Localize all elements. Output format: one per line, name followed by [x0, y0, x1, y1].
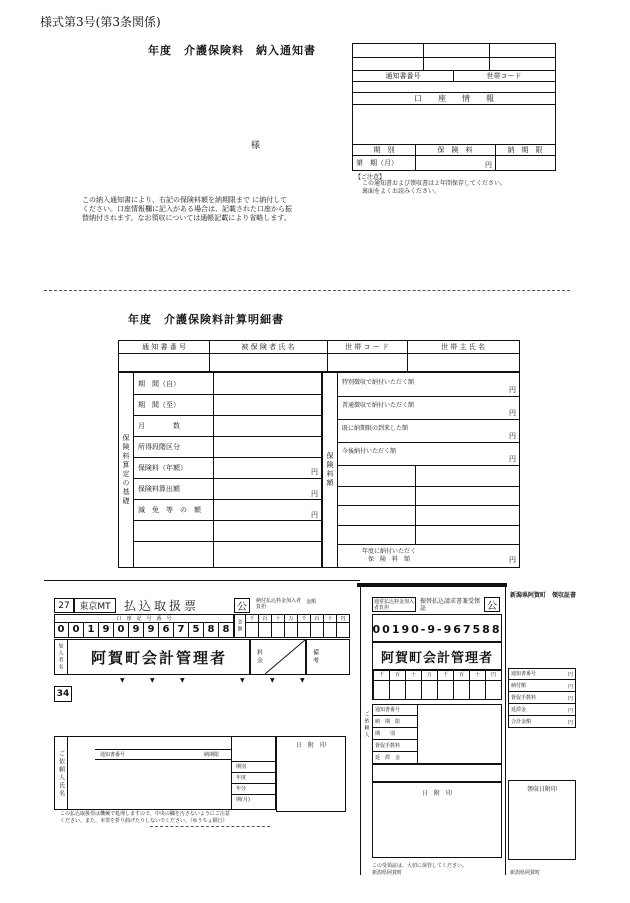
deadline-label: 納 期 限 — [507, 145, 543, 154]
receipt-payee: 阿賀町会計管理者 — [380, 650, 493, 666]
yearly-yen: 円 — [509, 556, 516, 564]
slip-branch: 東京MT — [79, 602, 111, 612]
slip-date-stamp: 日 附 印 — [295, 741, 326, 749]
slip-payer-box — [54, 736, 276, 810]
slip-account-digit: 7 — [174, 622, 189, 637]
stub-row-label: 納付額 — [508, 680, 576, 692]
stub-title: 新潟県阿賀町 領収証書 — [510, 592, 577, 599]
calc-row-0: 期 間（自） — [138, 380, 180, 388]
slip-digit-head: 十 — [323, 615, 336, 637]
slip-digit-head: 百 — [310, 615, 323, 637]
slip-account-label: 口 座 記 号 番 号 — [116, 616, 172, 622]
slip-payee-label: 加入者名 — [57, 643, 64, 671]
slip-account-digit: 0 — [69, 622, 84, 637]
receipt-row-label: 通知書番号 — [372, 704, 418, 716]
slip-remark-label: 備考 — [311, 649, 319, 665]
slip-small-label: 納付払込料金加入者負担 — [256, 598, 302, 610]
calc-row-5: 保険料算出額 — [138, 485, 180, 493]
receipt-stamp-box — [372, 782, 502, 858]
receipt-small-label: 通常払込料金加入者負担 — [374, 599, 415, 611]
calc-row-1: 期 間（至） — [138, 401, 180, 409]
notice-box — [352, 43, 556, 171]
stub-row-label: 延滞金 — [508, 704, 576, 716]
receipt-org: 新潟県阿賀町 — [372, 870, 403, 876]
slip-amount-label: 金額 — [236, 619, 243, 633]
slip-fee-box — [250, 639, 306, 675]
calc-row-4: 保険料（年額） — [138, 464, 187, 472]
premium-yen: 円 — [485, 160, 492, 169]
slip-account-digit: 9 — [129, 622, 144, 637]
notes-text: この通知書および領収書は２年間保存してください。 裏面をよくお読みください。 — [362, 180, 507, 195]
slip-deadline: 納期限 — [204, 751, 220, 758]
receipt-date-stamp: 日 附 印 — [421, 789, 452, 797]
slip-payee-box — [54, 639, 250, 675]
receipt-title: 振替払込請求書兼受領証 — [420, 598, 481, 612]
right-row-2: 既に納期限の到来した額 — [342, 424, 409, 432]
calc-title: 年度 介護保険料計算明細書 — [128, 313, 284, 326]
stub-row-yen: 円 — [567, 671, 573, 678]
right-row-1: 普通徴収で納付いただく額 — [342, 401, 415, 409]
receipt-row-label: 期 別 — [372, 728, 418, 740]
calc-row-3: 所得段階区分 — [138, 443, 180, 451]
calc-header-1: 被 保 険 者 氏 名 — [241, 343, 295, 351]
calc-row-4-yen: 円 — [311, 468, 318, 476]
receipt-footer: この受領証は、大切に保管してください。 — [372, 863, 468, 869]
right-row-2-yen: 円 — [509, 432, 516, 440]
slip-payee: 阿賀町会計管理者 — [90, 648, 227, 667]
slip-title: 払込取扱票 — [124, 599, 200, 613]
form-number: 様式第3号(第3条関係) — [40, 15, 161, 29]
slip-digit-head: 円 — [336, 615, 349, 637]
stub-row-yen: 円 — [567, 695, 573, 702]
slip-account-digit: 6 — [159, 622, 174, 637]
receipt-account-box — [372, 614, 502, 642]
stub-row-label: 督促手数料 — [508, 692, 576, 704]
notes-title: 【ご注意】 — [355, 174, 386, 181]
receipt-digit-head: 百 — [453, 671, 469, 699]
premium-label: 保 険 料 — [437, 145, 473, 154]
slip-footer: この払込取扱票は機械で処理しますので、中央の欄を汚さないようにご注意 ください。また、本票を折り曲げたりしないでください。（ゆうちょ銀行） — [60, 811, 230, 824]
stub-row-label: 合計金額 — [508, 716, 576, 728]
slip-account-digit: 8 — [219, 622, 234, 637]
slip-account-digit: 9 — [144, 622, 159, 637]
slip-account-digit: 8 — [204, 622, 219, 637]
slip-account-digit: 0 — [114, 622, 129, 637]
calc-table — [118, 340, 520, 568]
receipt-top-bar — [357, 583, 507, 587]
calc-header-0: 通 知 書 番 号 — [142, 343, 186, 351]
term-label: 第 期（月） — [356, 158, 398, 167]
receipt-digit-head: 十 — [469, 671, 485, 699]
calc-row-6-yen: 円 — [311, 511, 318, 519]
right-row-0-yen: 円 — [509, 386, 516, 394]
receipt-row-label: 督促手数料 — [372, 740, 418, 752]
slip-account-digit: 5 — [189, 622, 204, 637]
receipt-account: 00190-9-967588 — [373, 622, 501, 636]
slip-account-digit: 9 — [99, 622, 114, 637]
receipt-payer-label: ご依頼人 — [363, 711, 370, 739]
notice-body: この納入通知書により、右記の保険料額を納期限まで に納付して ください。口座情報欄に記入がある場合は、記載された口座から振 替納付されます。なお領収については通帳記載により省略します。 — [82, 196, 292, 222]
slip-digit-head: 百 — [258, 615, 271, 637]
calc-row-6: 減 免 等 の 額 — [138, 506, 201, 514]
receipt-digit-head: 千 — [437, 671, 453, 699]
notice-title: 年度 介護保険料 納入通知書 — [148, 44, 316, 57]
account-info-label: 口 座 情 報 — [414, 93, 494, 103]
receipt-row-label: 延 滞 金 — [372, 752, 418, 764]
honorific: 様 — [251, 141, 261, 151]
slip-public: 公 — [237, 602, 247, 613]
slip-year-part: 年分 — [236, 786, 247, 792]
stub-row-yen: 円 — [567, 683, 573, 690]
slip-mark: 金額 — [306, 599, 317, 605]
slip-digit-head: 千 — [297, 615, 310, 637]
right-row-1-yen: 円 — [509, 409, 516, 417]
slip-due: 期(月) — [236, 797, 250, 803]
right-row-3: 今後納付いただく額 — [342, 447, 397, 455]
calc-header-3: 世 帯 主 氏 名 — [441, 343, 485, 351]
receipt-digit-head: 百 — [389, 671, 405, 699]
slip-code: 27 — [58, 600, 70, 611]
slip-fee-label: 料金 — [255, 649, 263, 665]
slip-digit-head: 十 — [271, 615, 284, 637]
receipt-row-label: 納 期 限 — [372, 716, 418, 728]
receipt-digit-head: 千 — [373, 671, 389, 699]
receipt-public: 公 — [487, 601, 497, 612]
slip-account-digit: 0 — [54, 622, 69, 637]
receipt-payee-box — [372, 642, 502, 670]
right-row-3-yen: 円 — [509, 455, 516, 463]
period-label: 期 別 — [373, 145, 395, 154]
receipt-digit-head: 十 — [405, 671, 421, 699]
stub-stamp-label: 領収日附印 — [526, 785, 557, 793]
slip-notice-no: 通知書番号 — [100, 751, 126, 758]
cut-line — [44, 290, 570, 291]
page-number: 34 — [56, 689, 70, 699]
amount-label: 保険料額 — [326, 452, 334, 488]
household-code-label: 世帯コード — [486, 71, 522, 80]
stub-stamp-box — [508, 780, 576, 860]
calc-header-2: 世 帯 コ ー ド — [345, 343, 389, 351]
basis-label: 保険料算定の基礎 — [122, 434, 130, 506]
right-row-0: 特別徴収で納付いただく額 — [342, 378, 415, 386]
stub-row-label: 通知書番号 — [508, 668, 576, 680]
calc-row-5-yen: 円 — [311, 490, 318, 498]
slip-remark-box — [306, 639, 350, 675]
receipt-digit-head: 円 — [485, 671, 501, 699]
slip-account-digit: 1 — [84, 622, 99, 637]
calc-row-2: 月 数 — [138, 422, 180, 430]
yearly-label: 年度に納付いただく 保 険 料 額 — [361, 548, 416, 563]
slip-stamp-box — [276, 736, 346, 812]
receipt-digit-head: 万 — [421, 671, 437, 699]
notice-no-label: 通知書番号 — [385, 71, 421, 80]
slip-year: 年度 — [236, 775, 247, 781]
stub-row-yen: 円 — [567, 719, 573, 726]
slip-period: 期別 — [236, 764, 247, 770]
slip-digit-head: 万 — [284, 615, 297, 637]
stub-row-yen: 円 — [567, 707, 573, 714]
slip-payer-label: ご依頼人氏名 — [57, 750, 65, 798]
slip-digit-head: 千 — [245, 615, 258, 637]
stub-org: 新潟県阿賀町 — [510, 870, 541, 876]
